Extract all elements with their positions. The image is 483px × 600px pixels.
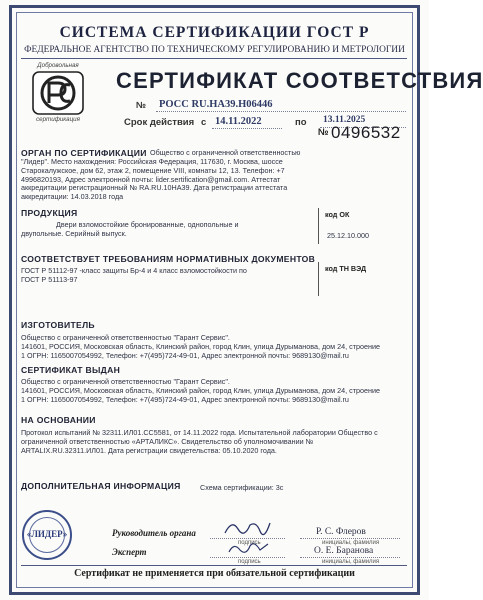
issued-to-line: Общество с ограниченной ответственностью "Гарант Сервис". bbox=[21, 377, 230, 386]
number-label: № bbox=[136, 100, 147, 110]
number-line bbox=[156, 111, 406, 112]
issued-to-text bbox=[21, 378, 416, 404]
basis-line: ограниченной ответственностью «АРТАЛИКС». Свидетельство об уполномочивании № bbox=[21, 436, 314, 446]
expert-signature-icon bbox=[226, 538, 270, 558]
certification-body-line: 4996820193, Адрес электронной почты: lider.sertification@gmail.com. Аттестат bbox=[21, 174, 281, 184]
certification-body-line: аккредитации: 14.03.2018 года bbox=[21, 192, 124, 202]
blank-number-label: № bbox=[318, 127, 329, 138]
footer-note: Сертификат не применяется при обязательной сертификации bbox=[74, 568, 355, 579]
logo-top-text: Добровольная bbox=[37, 62, 79, 69]
certificate-title: СЕРТИФИКАТ СООТВЕТСТВИЯ bbox=[116, 68, 483, 93]
certification-scheme: Схема сертификации: 3с bbox=[200, 483, 284, 492]
code-tn-label: код ТН ВЭД bbox=[325, 264, 367, 273]
head-name-line bbox=[300, 538, 400, 539]
certification-body-first-line: Общество с ограниченной ответственностью bbox=[150, 148, 301, 157]
valid-from-label: с bbox=[201, 117, 207, 128]
validity-label: Срок действия bbox=[124, 117, 195, 128]
registration-number: РОСС RU.НА39.Н06446 bbox=[159, 99, 273, 110]
agency-name: ФЕДЕРАЛЬНОЕ АГЕНТСТВО ПО ТЕХНИЧЕСКОМУ РЕГУЛИРОВАНИЮ И МЕТРОЛОГИИ bbox=[24, 45, 405, 55]
code-ok-box bbox=[318, 208, 408, 244]
certification-body-heading: ОРГАН ПО СЕРТИФИКАЦИИ bbox=[21, 148, 147, 158]
expert-name-line bbox=[300, 557, 400, 558]
voluntary-certification-logo bbox=[28, 62, 88, 124]
expert-signature-caption: подпись bbox=[238, 559, 261, 565]
head-of-body-label: Руководитель органа bbox=[112, 528, 196, 538]
product-line: Двери взломостойкие бронированные, однопольные и bbox=[56, 220, 239, 229]
manufacturer-line: 1 ОГРН: 1165007054992, Телефон: +7(495)724-49-01, Адрес электронной почты: 9689130@mail.ru bbox=[21, 350, 349, 360]
requirements-text bbox=[21, 267, 311, 285]
requirements-heading: СООТВЕТСТВУЕТ ТРЕБОВАНИЯМ НОРМАТИВНЫХ ДОКУМЕНТОВ bbox=[21, 254, 316, 264]
valid-to-date: 13.11.2025 bbox=[323, 115, 366, 125]
issued-to-line: 141601, РОССИЯ, Московская область, Клинский район, город Клин, улица Дурыманова, дом 24, строение bbox=[21, 385, 380, 395]
product-line: двупольные. Серийный выпуск. bbox=[21, 228, 127, 238]
system-title: СИСТЕМА СЕРТИФИКАЦИИ ГОСТ Р bbox=[59, 24, 370, 41]
head-signature-icon bbox=[222, 515, 272, 539]
head-signature-caption: подпись bbox=[238, 540, 261, 546]
expert-name-caption: инициалы, фамилия bbox=[322, 559, 380, 565]
basis-text bbox=[21, 429, 416, 455]
expert-label: Эксперт bbox=[112, 547, 147, 557]
rs-mark-icon bbox=[32, 71, 84, 115]
valid-from-date: 14.11.2022 bbox=[215, 116, 262, 127]
head-name: Р. С. Флеров bbox=[316, 527, 366, 537]
organization-stamp bbox=[22, 510, 72, 560]
valid-from-line bbox=[212, 128, 282, 129]
issued-to-heading: СЕРТИФИКАТ ВЫДАН bbox=[21, 365, 121, 375]
manufacturer-heading: ИЗГОТОВИТЕЛЬ bbox=[21, 320, 95, 330]
logo-bottom-text: сертификация bbox=[36, 116, 80, 123]
header-divider bbox=[21, 58, 407, 59]
basis-line: ARTALIX.RU.32311.ИЛ01. Дата регистрации свидетельства: 05.10.2020 года. bbox=[21, 445, 277, 455]
certification-body-line: Старокалужское, дом 62, этаж 2, помещение VIII, комнаты 12, 13. Телефон: +7 bbox=[21, 165, 285, 175]
blank-number: 0496532 bbox=[331, 123, 401, 142]
manufacturer-line: 141601, РОССИЯ, Московская область, Клинский район, город Клин, улица Дурыманова, дом 24, строение bbox=[21, 341, 380, 351]
expert-name: О. Е. Баранова bbox=[314, 546, 374, 556]
certification-body-text bbox=[21, 158, 411, 202]
code-ok-value: 25.12.10.000 bbox=[327, 231, 369, 240]
requirements-line: ГОСТ Р 51113-97 bbox=[21, 274, 78, 284]
stamp-text: «ЛИДЕР» bbox=[26, 529, 68, 539]
requirements-line: ГОСТ Р 51112-97 -класс защиты Бр-4 и 4 класс взломостойкости по bbox=[21, 266, 247, 275]
code-ok-label: код ОК bbox=[325, 210, 350, 219]
valid-to-label: по bbox=[295, 117, 307, 128]
issued-to-line: 1 ОГРН: 1165007054992, Телефон: +7(495)724-49-01, Адрес электронной почты: 9689130@mail.ru bbox=[21, 394, 349, 404]
head-name-caption: инициалы, фамилия bbox=[322, 540, 380, 546]
basis-line: Протокол испытаний № 32311.ИЛ01.СС5581, от 14.11.2022 года. Испытательной лаборатории Общество с bbox=[21, 428, 378, 437]
product-text bbox=[21, 220, 316, 239]
product-heading: ПРОДУКЦИЯ bbox=[21, 208, 78, 218]
footer-divider bbox=[21, 565, 407, 566]
manufacturer-line: Общество с ограниченной ответственностью "Гарант Сервис". bbox=[21, 333, 230, 342]
certification-body-line: "Лидер". Место нахождения: Российская Федерация, 117630, г. Москва, шоссе bbox=[21, 157, 283, 166]
code-tn-box bbox=[318, 262, 408, 296]
manufacturer-text bbox=[21, 334, 416, 360]
basis-heading: НА ОСНОВАНИИ bbox=[21, 415, 96, 425]
certification-body-line: аккредитации регистрационный № RA.RU.10НА39. Дата регистрации аттестата bbox=[21, 183, 288, 193]
additional-info-heading: ДОПОЛНИТЕЛЬНАЯ ИНФОРМАЦИЯ bbox=[21, 481, 181, 491]
